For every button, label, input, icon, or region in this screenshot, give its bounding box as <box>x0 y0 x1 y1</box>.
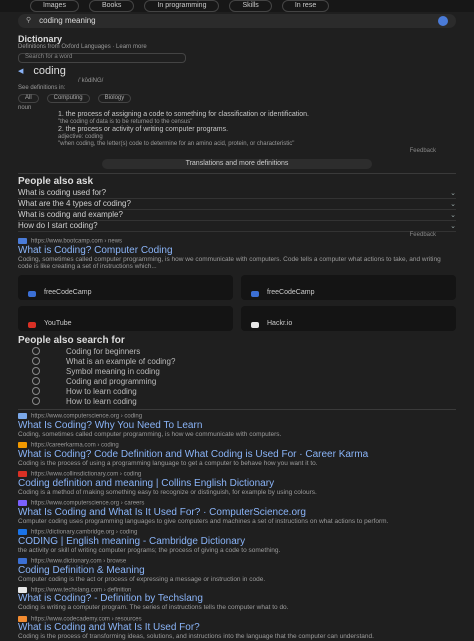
result-title[interactable]: What Is Coding and What Is It Used For? · ComputerScience.org <box>18 506 306 518</box>
result-url[interactable]: https://www.computerscience.org › careers <box>18 500 456 507</box>
mic-icon[interactable] <box>438 16 448 26</box>
video-cards <box>18 275 456 331</box>
dictionary-feedback[interactable]: Feedback <box>409 148 436 155</box>
favicon-icon <box>18 413 27 419</box>
dictionary-phonetic: /ˈkōdiNG/ <box>78 77 104 84</box>
tab-in-programming[interactable]: In programming <box>144 0 219 12</box>
favicon-icon <box>18 529 27 535</box>
result-url[interactable]: https://www.bootcamp.com › news <box>18 238 456 245</box>
result-title[interactable]: What is Coding? Code Definition and What Coding is Used For · Career Karma <box>18 448 369 460</box>
result-url[interactable]: https://dictionary.cambridge.org › coding <box>18 529 456 536</box>
result-snippet: Coding, sometimes called computer programming, is how we communicate with computers. <box>18 430 282 438</box>
dictionary-source[interactable]: Definitions from Oxford Languages · Learn more <box>18 44 147 51</box>
tab-in-research[interactable]: In rese <box>282 0 329 12</box>
result-url[interactable]: https://www.codecademy.com › resources <box>18 616 456 623</box>
see-definitions-label: See definitions in: <box>18 84 66 91</box>
search-icon <box>32 377 40 385</box>
search-result <box>18 442 456 467</box>
search-bar[interactable] <box>18 14 456 28</box>
favicon-icon <box>18 442 27 448</box>
video-card[interactable]: freeCodeCamp <box>241 275 456 300</box>
paa-item[interactable]: What is coding used for? ⌄ <box>18 188 456 197</box>
part-of-speech: noun <box>18 104 32 111</box>
related-item[interactable]: Coding and programming <box>18 376 456 386</box>
youtube-icon <box>28 322 36 328</box>
result-snippet: Coding is writing a computer program. The series of instructions tells the computer what to do. <box>18 604 289 612</box>
chip-all[interactable]: All <box>18 94 39 103</box>
result-snippet: Coding is a method of making something easy to recognize or distinguish, for example by using colours. <box>18 488 317 496</box>
video-card[interactable]: Hackr.io <box>241 306 456 331</box>
tab-images[interactable]: Images <box>30 0 79 12</box>
speaker-icon[interactable]: ◀ <box>18 67 24 75</box>
related-item[interactable]: Coding for beginners <box>18 346 456 356</box>
result-title[interactable]: What is Coding and What Is It Used For? <box>18 622 200 634</box>
result-snippet: Coding, sometimes called computer programming, is how we communicate with computers. Code tells a computer what actions to take, and writing code is like creating a set of instructions which... <box>18 255 441 271</box>
favicon-icon <box>18 471 27 477</box>
search-icon: ⚲ <box>26 16 32 24</box>
result-title[interactable]: CODING | English meaning - Cambridge Dictionary <box>18 535 246 547</box>
definition-3: "when coding, the letter(s) code to determine for an amino acid, protein, or characteristic" <box>58 141 295 148</box>
chevron-down-icon: ⌄ <box>450 189 456 197</box>
tab-books[interactable]: Books <box>89 0 134 12</box>
chevron-down-icon: ⌄ <box>450 200 456 208</box>
favicon-icon <box>18 587 27 593</box>
search-result <box>18 238 456 270</box>
result-url[interactable]: https://careerkarma.com › coding <box>18 442 456 449</box>
search-icon <box>32 347 40 355</box>
search-result <box>18 529 456 554</box>
tab-skills[interactable]: Skills <box>229 0 271 12</box>
hackr-icon <box>251 322 259 328</box>
definition-2-note: adjective: coding <box>58 134 103 141</box>
paa-item[interactable]: What is coding and example? ⌄ <box>18 210 456 219</box>
dictionary-heading: Dictionary <box>18 34 63 44</box>
search-icon <box>32 397 40 405</box>
related-heading: People also search for <box>18 334 125 346</box>
result-title[interactable]: Coding definition and meaning | Collins English Dictionary <box>18 477 275 489</box>
freecodecamp-icon <box>251 291 259 297</box>
result-snippet: Coding is the process of using a programming language to get a computer to behave how you want it to. <box>18 459 318 467</box>
related-item[interactable]: What is an example of coding? <box>18 356 456 366</box>
related-item[interactable]: Symbol meaning in coding <box>18 366 456 376</box>
result-snippet: Coding is the process of transforming ideas, solutions, and instructions into the language that the computer can understand. <box>18 633 374 641</box>
search-result <box>18 471 456 496</box>
search-icon <box>32 367 40 375</box>
video-card[interactable]: YouTube <box>18 306 233 331</box>
related-item[interactable]: How to learn coding <box>18 396 456 406</box>
people-also-search <box>18 335 456 407</box>
video-card[interactable]: freeCodeCamp <box>18 275 233 300</box>
dictionary-panel <box>18 34 456 169</box>
definition-1-example: "the coding of data is to be returned to the census" <box>58 119 193 126</box>
related-item[interactable]: How to learn coding <box>18 386 456 396</box>
result-title[interactable]: What Is Coding? Why You Need To Learn <box>18 419 203 431</box>
search-icon <box>32 357 40 365</box>
search-result <box>18 558 456 583</box>
freecodecamp-icon <box>28 291 36 297</box>
favicon-icon <box>18 238 27 244</box>
definition-2: 2. the process or activity of writing computer programs. <box>58 126 229 134</box>
people-also-ask <box>18 176 456 238</box>
chip-biology[interactable]: Biology <box>98 94 132 103</box>
result-snippet: the activity or skill of writing computer programs; the process of giving a code to something. <box>18 546 281 554</box>
search-result <box>18 500 456 525</box>
result-title[interactable]: Coding Definition & Meaning <box>18 564 145 576</box>
result-url[interactable]: https://www.techslang.com › definition <box>18 587 456 594</box>
paa-feedback[interactable]: Feedback <box>409 231 436 238</box>
search-result <box>18 587 456 612</box>
word-search-input[interactable]: Search for a word <box>18 53 186 63</box>
result-snippet: Computer coding is the act or process of expressing a message or instruction in code. <box>18 575 266 583</box>
result-url[interactable]: https://www.collinsdictionary.com › coding <box>18 471 456 478</box>
definition-1: 1. the process of assigning a code to something for classification or identification. <box>58 111 309 119</box>
result-url[interactable]: https://www.computerscience.org › coding <box>18 413 456 420</box>
chevron-down-icon: ⌄ <box>450 211 456 219</box>
chip-computing[interactable]: Computing <box>47 94 90 103</box>
search-result <box>18 413 456 438</box>
result-snippet: Computer coding uses programming languages to give computers and machines a set of instructions on what actions to perform. <box>18 517 389 525</box>
favicon-icon <box>18 616 27 622</box>
result-title[interactable]: What is Coding? Computer Coding <box>18 244 173 256</box>
search-icon <box>32 387 40 395</box>
paa-item[interactable]: How do I start coding? ⌄ <box>18 221 456 230</box>
result-url[interactable]: https://www.dictionary.com › browse <box>18 558 456 565</box>
paa-item[interactable]: What are the 4 types of coding? ⌄ <box>18 199 456 208</box>
search-result <box>18 616 456 641</box>
search-input[interactable]: coding meaning <box>39 16 96 26</box>
filter-tabs <box>0 0 474 12</box>
translations-button[interactable]: Translations and more definitions <box>102 159 372 169</box>
favicon-icon <box>18 500 27 506</box>
favicon-icon <box>18 558 27 564</box>
chevron-down-icon: ⌄ <box>450 222 456 230</box>
dictionary-word: coding <box>33 65 66 78</box>
result-title[interactable]: What is Coding? - Definition by Techslang <box>18 593 203 605</box>
paa-heading: People also ask <box>18 176 94 188</box>
